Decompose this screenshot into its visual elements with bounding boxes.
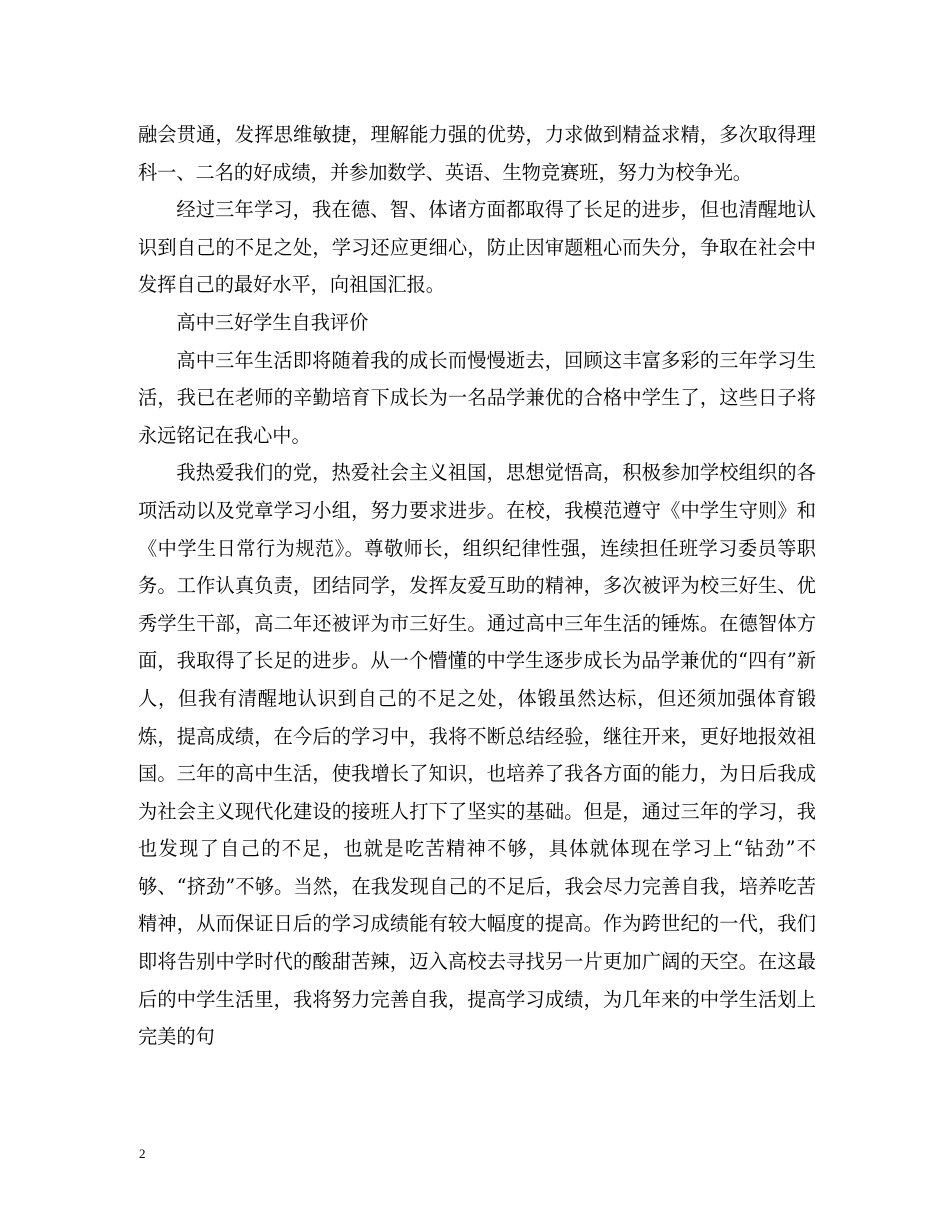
section-heading: 高中三好学生自我评价 xyxy=(176,310,369,334)
paragraph-2: 经过三年学习，我在德、智、体诸方面都取得了长足的进步，但也清醒地认识到自己的不足之处，学习还应更细心，防止因审题粗心而失分，争取在社会中发挥自己的最好水平，向祖国汇报。 xyxy=(138,198,816,297)
document-body xyxy=(138,116,816,1056)
paragraph-3: 高中三年生活即将随着我的成长而慢慢逝去，回顾这丰富多彩的三年学习生活，我已在老师的辛勤培育下成长为一名品学兼优的合格中学生了，这些日子将永远铭记在我心中。 xyxy=(138,348,816,447)
page-number: 2 xyxy=(139,1146,146,1161)
paragraph-1: 融会贯通，发挥思维敏捷，理解能力强的优势，力求做到精益求精，多次取得理科一、二名的好成绩，并参加数学、英语、生物竞赛班，努力为校争光。 xyxy=(138,123,816,184)
paragraph-4: 我热爱我们的党，热爱社会主义祖国，思想觉悟高，积极参加学校组织的各项活动以及党章学习小组，努力要求进步。在校，我模范遵守《中学生守则》和《中学生日常行为规范》。尊敬师长，组织纪律性强，连续担任班学习委员等职务。工作认真负责，团结同学，发挥友爱互助的精神，多次被评为校三好生、优秀学生干部，高二年还被评为市三好生。通过高中三年生活的锤炼。在德智体方面，我取得了长足的进步。从一个懵懂的中学生逐步成长为品学兼优的“四有”新人，但我有清醒地认识到自己的不足之处，体锻虽然达标，但还须加强体育锻炼，提高成绩，在今后的学习中，我将不断总结经验，继往开来，更好地报效祖国。三年的高中生活，使我增长了知识，也培养了我各方面的能力，为日后我成为社会主义现代化建设的接班人打下了坚实的基础。但是，通过三年的学习，我也发现了自己的不足，也就是吃苦精神不够，具体就体现在学习上“钻劲”不够、“挤劲”不够。当然，在我发现自己的不足后，我会尽力完善自我，培养吃苦精神，从而保证日后的学习成绩能有较大幅度的提高。作为跨世纪的一代，我们即将告别中学时代的酸甜苦辣，迈入高校去寻找另一片更加广阔的天空。在这最后的中学生活里，我将努力完善自我，提高学习成绩，为几年来的中学生活划上完美的句 xyxy=(138,461,816,1049)
